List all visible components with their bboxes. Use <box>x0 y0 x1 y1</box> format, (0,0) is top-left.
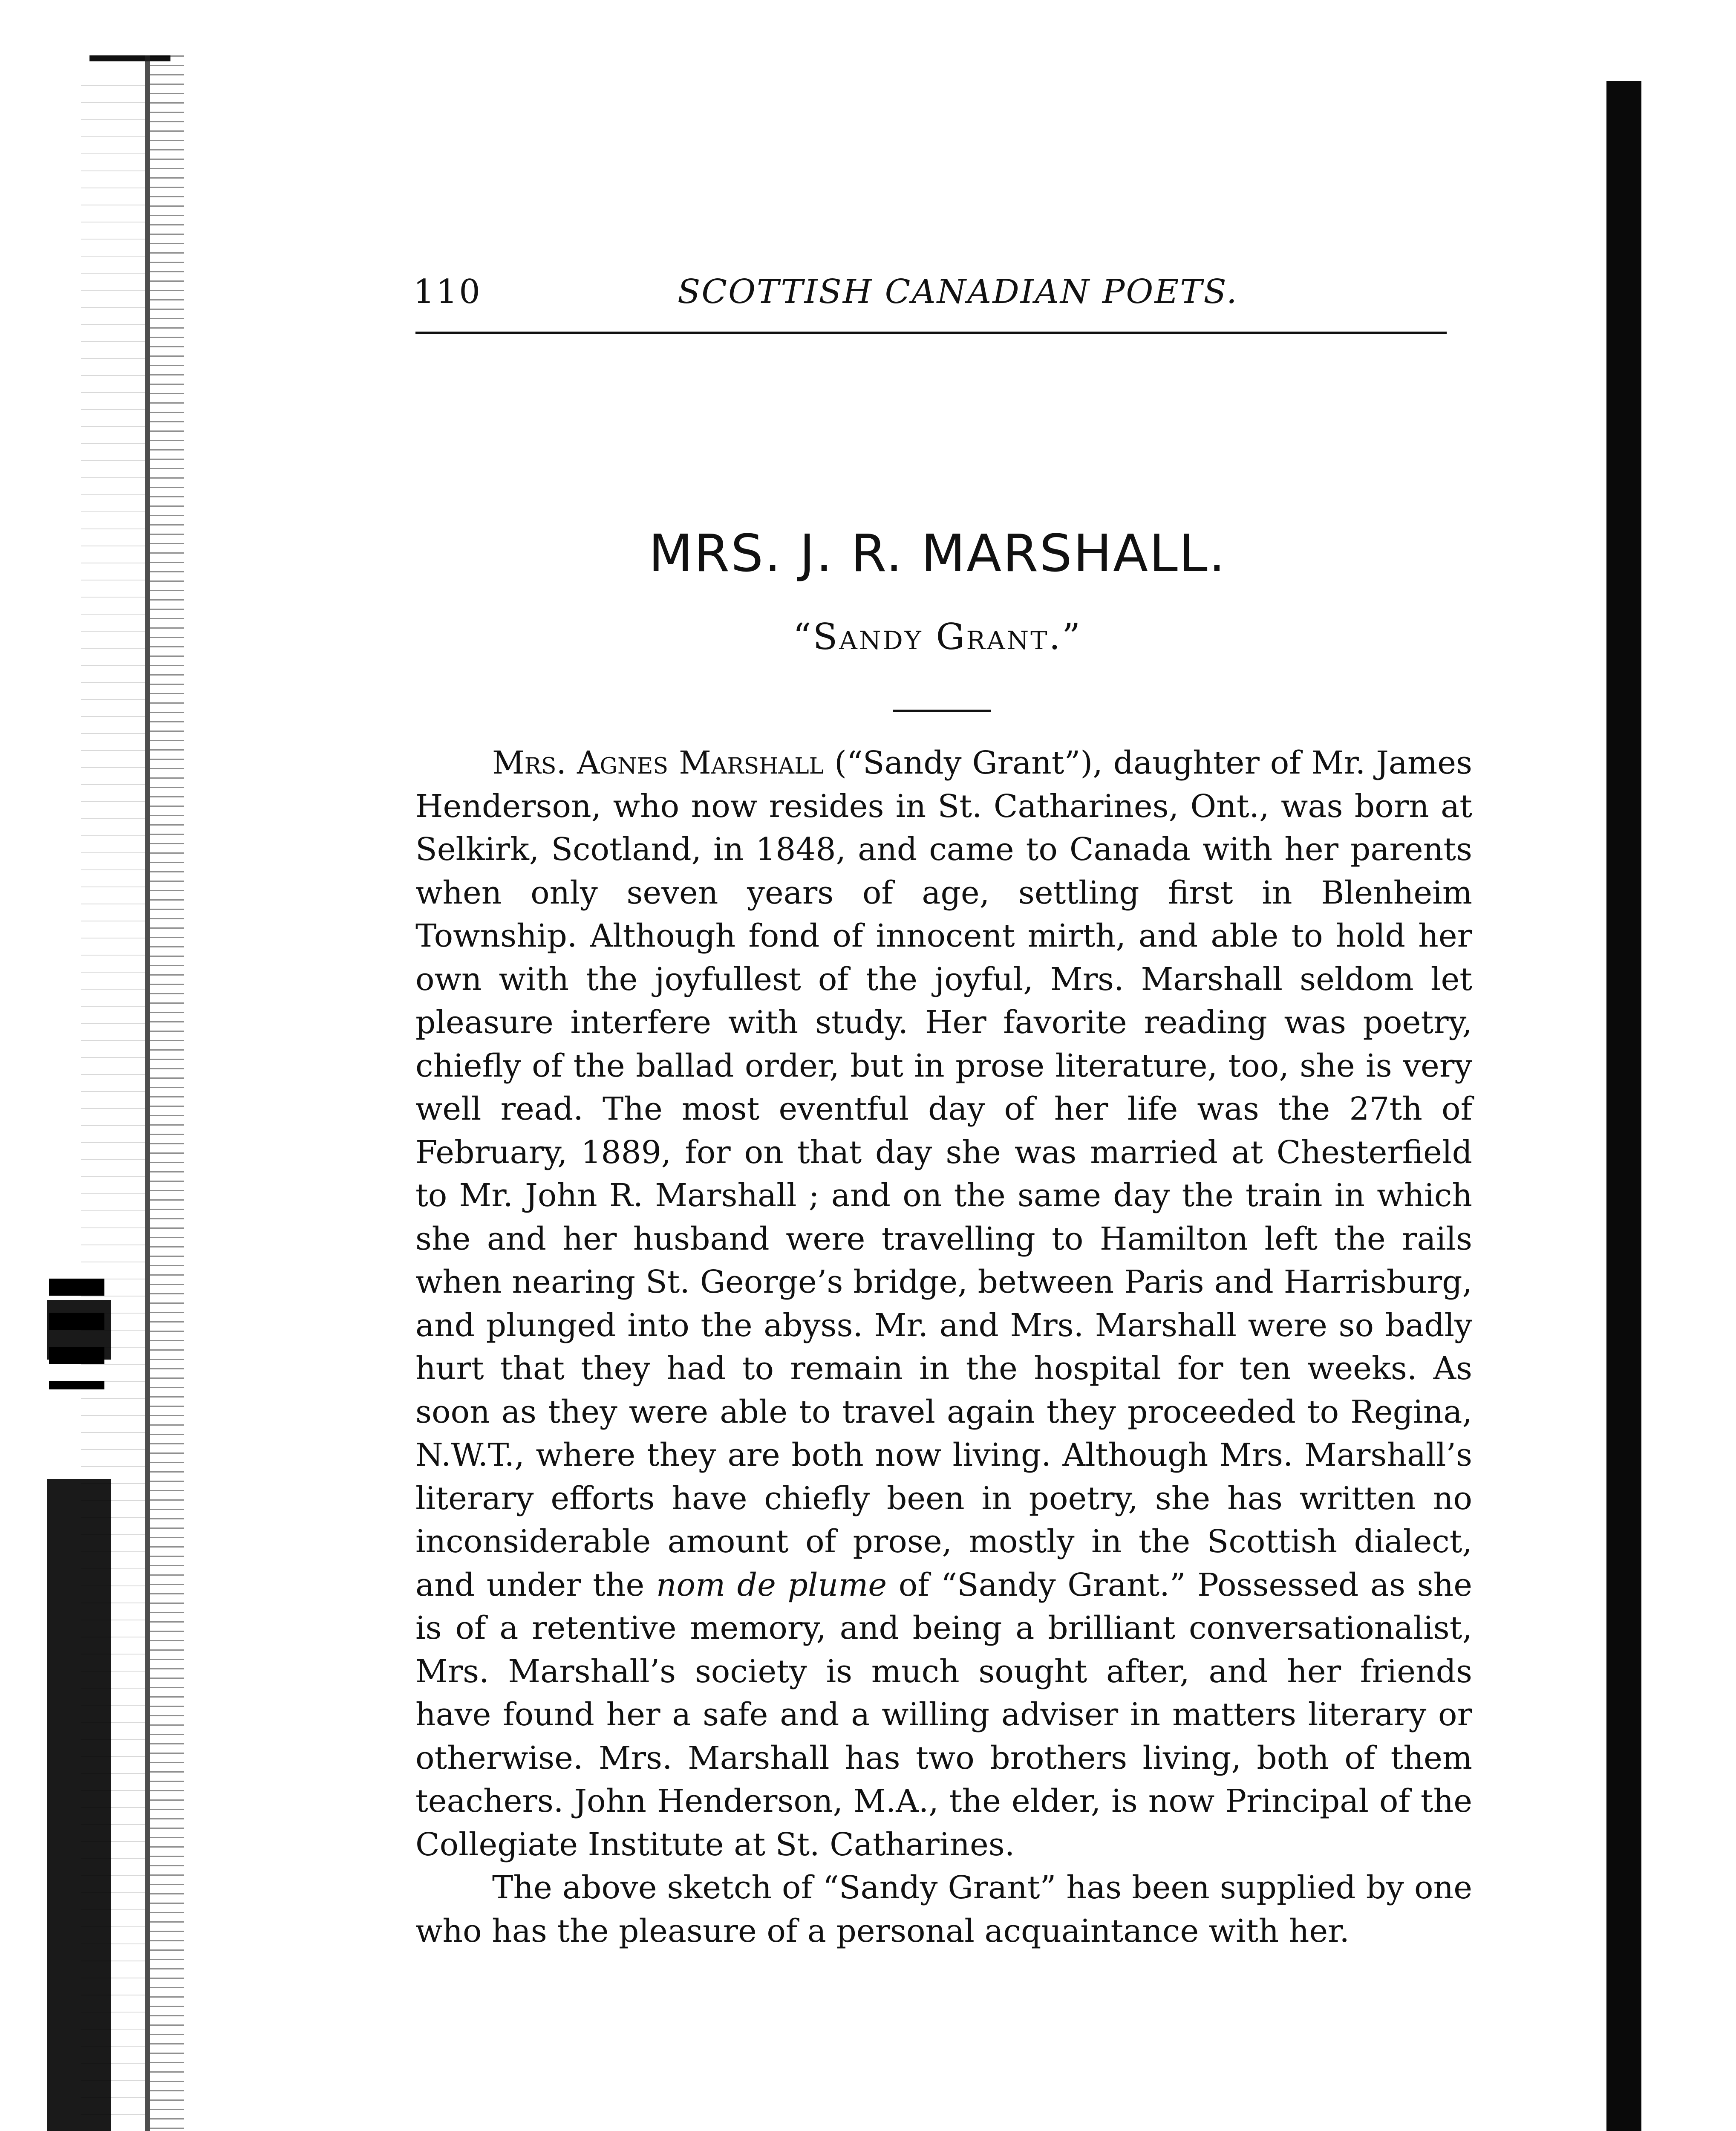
paragraph-1-part-1: (“Sandy Grant”), daughter of Mr. James Henderson, who now resides in St. Catharines, Ont., was born at Selkirk, Scotland, in 1848, and came to Canada with her parents when only seven years of age, settling first in Blenheim Township. Although fond of innocent mirth, and able to hold her own with the joyfullest of the joyful, Mrs. Marshall seldom let pleasure interfere with study. Her favorite reading was poetry, chiefly of the ballad order, but in prose literature, too, she is very well read. The most eventful day of her life was the 27th of February, 1889, for on that day she was married at Chesterfield to Mr. John R. Marshall ; and on the same day the train in which she and her husband were travelling to Hamilton left the rails when nearing St. George’s bridge, between Paris and Harrisburg, and plunged into the abyss. Mr. and Mrs. Marshall were so badly hurt that they had to remain in the hospital for ten weeks. As soon as they were able to travel again they proceeded to Regina, N.W.T., where they are both now living. Although Mrs. Marshall’s literary efforts have chiefly been in poetry, she has written no inconsiderable amount of prose, mostly in the Scottish dialect, and under the <box>415 745 1472 1603</box>
running-head <box>413 264 1449 324</box>
paragraph-1-part-2: of “Sandy Grant.” Possessed as she is of a retentive memory, and being a brilliant conversationalist, Mrs. Marshall’s society is much sought after, and her friends have found her a safe and a willing adviser in matters literary or otherwise. Mrs. Marshall has two brothers living, both of them teachers. John Henderson, M.A., the elder, is now Principal of the Collegiate Institute at St. Catharines. <box>415 1566 1472 1863</box>
chapter-subtitle: “Sandy Grant.” <box>793 616 1082 658</box>
scan-blocks-left <box>47 1300 111 2131</box>
italic-phrase: nom de plume <box>656 1566 887 1603</box>
scan-edge-right <box>1606 81 1641 2131</box>
scan-stripes-left <box>49 1279 104 1389</box>
scan-edge-left <box>145 55 184 2131</box>
section-divider <box>893 710 991 712</box>
paragraph-1 <box>415 742 1472 1866</box>
page-number: 110 <box>413 273 482 311</box>
lead-name: Mrs. Agnes Marshall <box>492 745 824 781</box>
paragraph-2: The above sketch of “Sandy Grant” has been supplied by one who has the pleasure of a personal acquaintance with her. <box>415 1869 1472 1949</box>
header-rule <box>415 332 1447 334</box>
running-title: SCOTTISH CANADIAN POETS. <box>678 273 1238 311</box>
body-text <box>415 742 1472 1953</box>
chapter-title: MRS. J. R. MARSHALL. <box>649 524 1226 583</box>
